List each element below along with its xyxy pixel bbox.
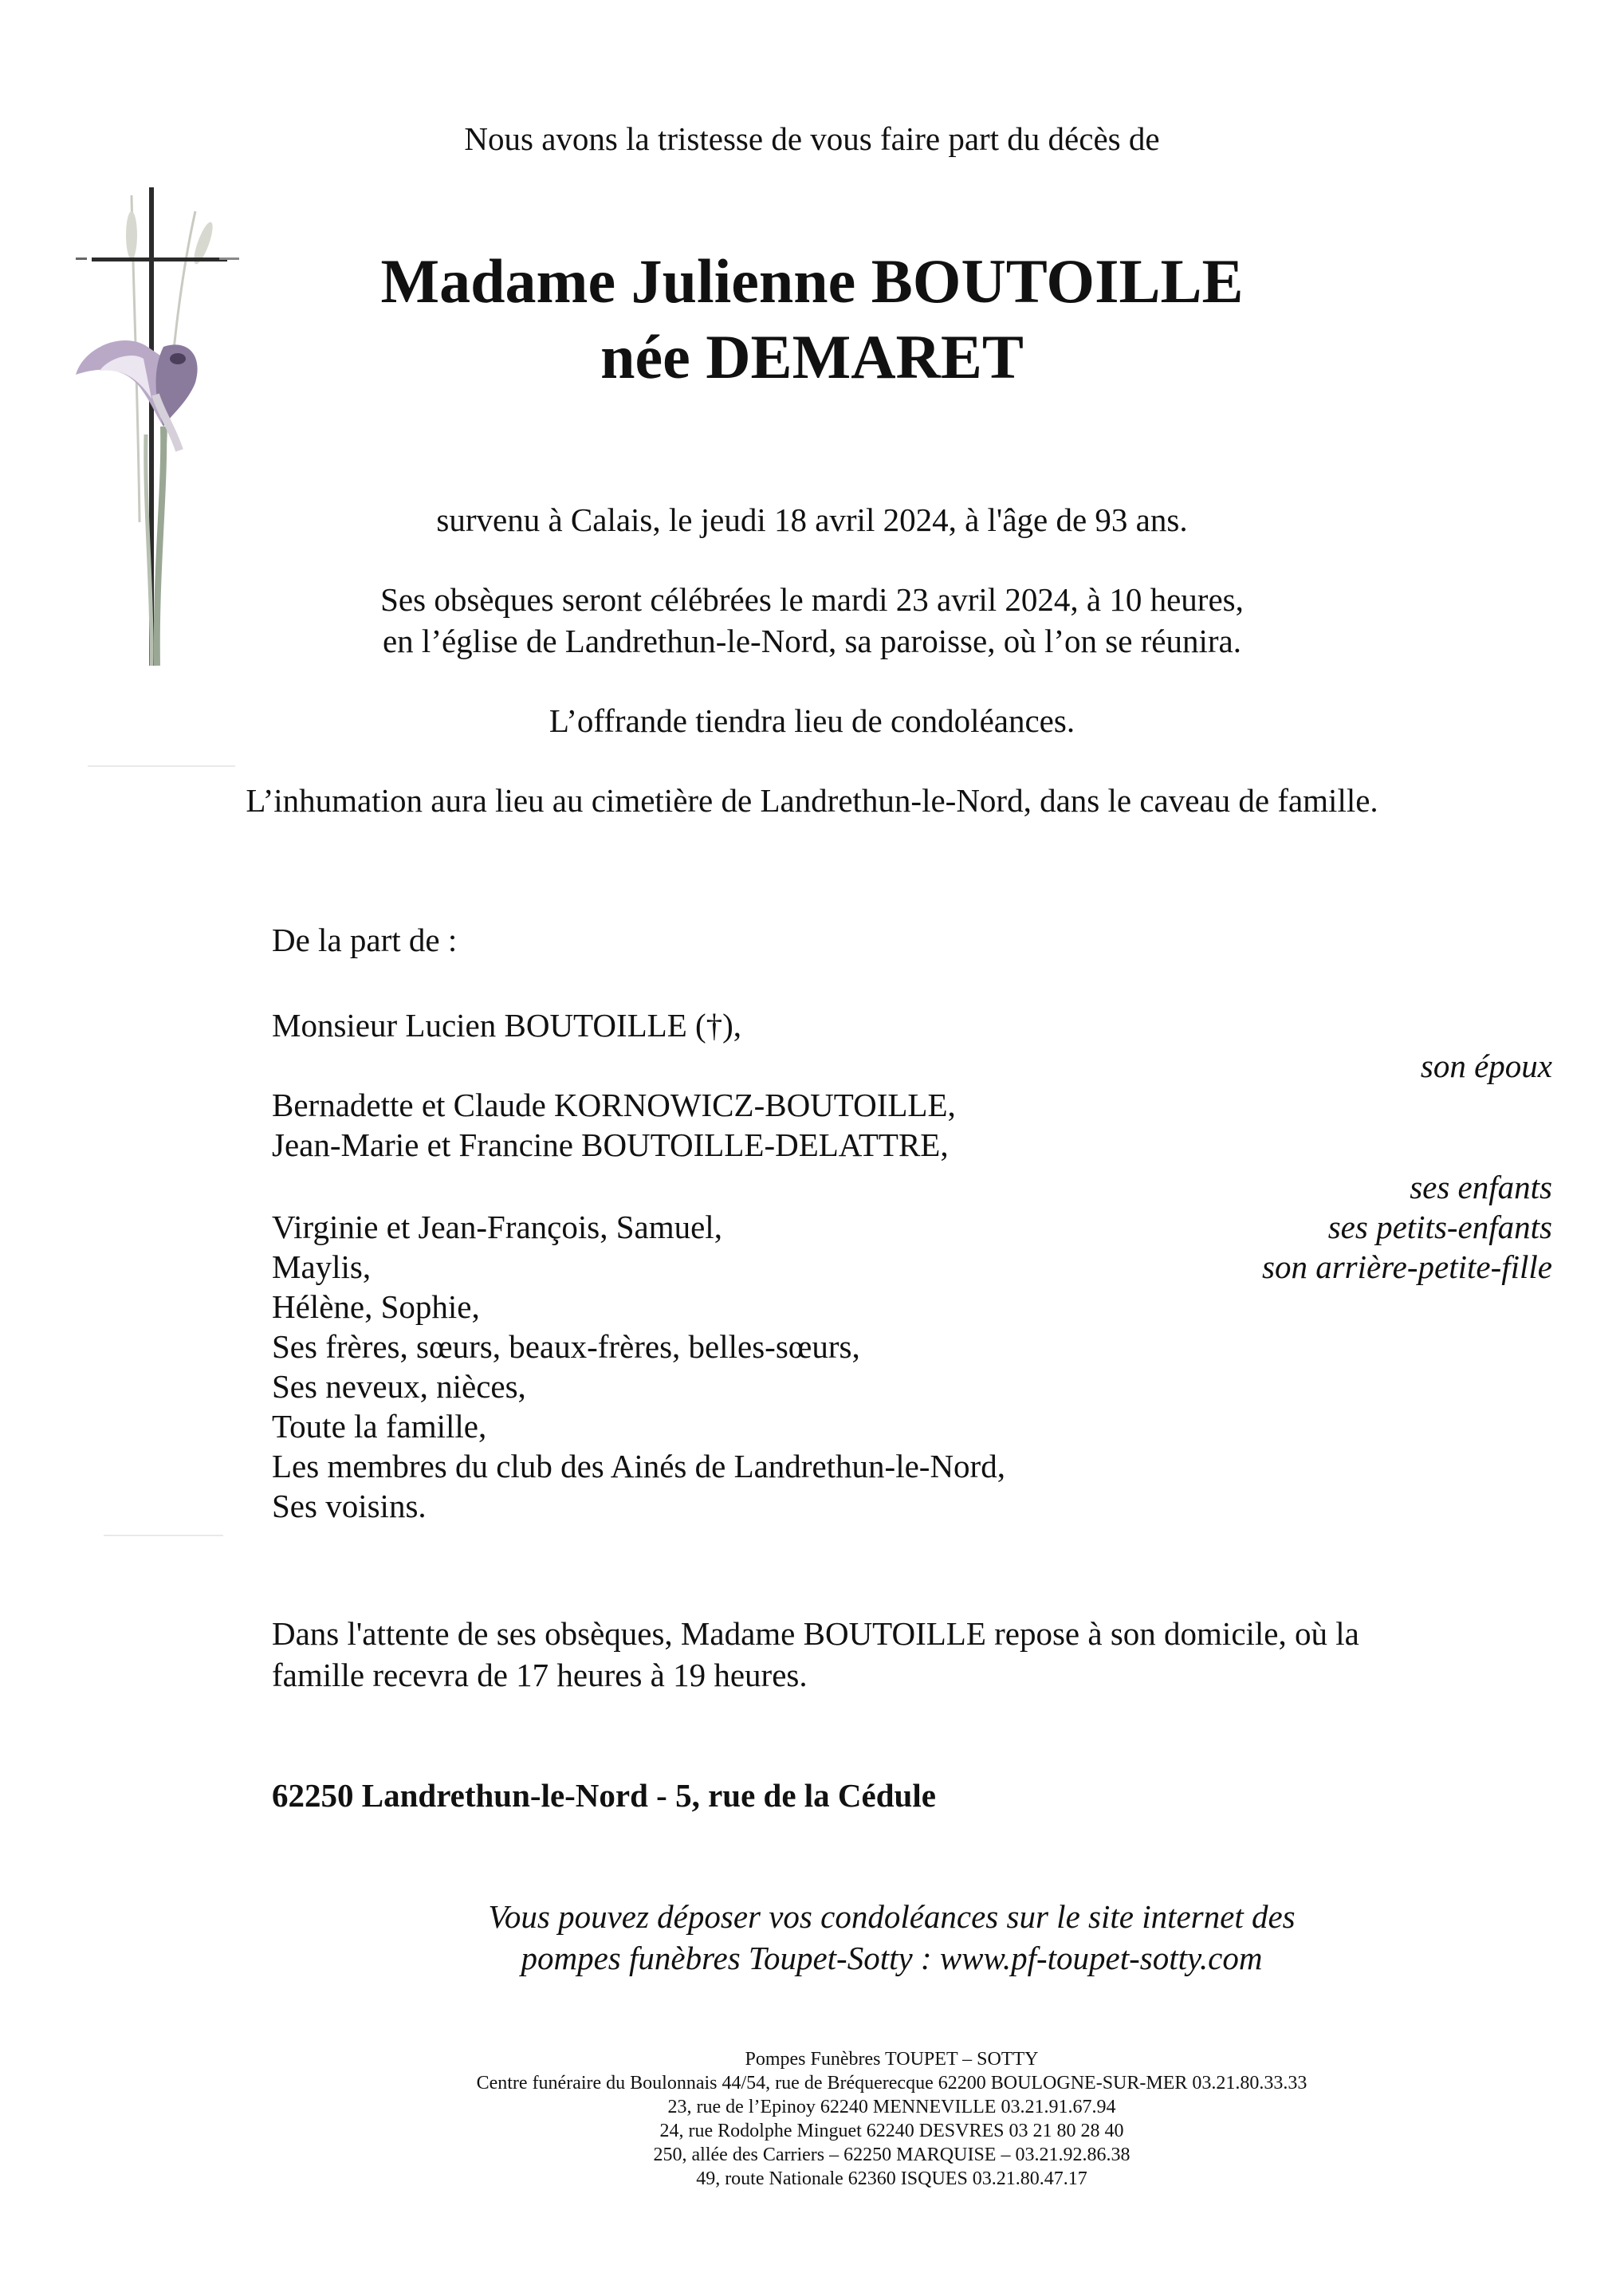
condolences-line1: Vous pouvez déposer vos condoléances sur le site internet des xyxy=(488,1898,1296,1935)
family-intro: De la part de : xyxy=(272,922,458,958)
maiden-name: née DEMARET xyxy=(600,322,1024,391)
funeral-home-info xyxy=(80,2047,1624,2191)
family-name: Monsieur Lucien BOUTOILLE (†), xyxy=(272,1007,742,1044)
decorative-line xyxy=(104,1535,223,1536)
death-details: survenu à Calais, le jeudi 18 avril 2024, à l'âge de 93 ans. xyxy=(436,501,1188,538)
funeral-details-line1: Ses obsèques seront célébrées le mardi 23 avril 2024, à 10 heures, xyxy=(380,581,1244,618)
funeral-home-address: 24, rue Rodolphe Minguet 62240 DESVRES 03 21 80 28 40 xyxy=(659,2121,1124,2141)
family-role: ses enfants xyxy=(1410,1169,1552,1205)
family-name: Bernadette et Claude KORNOWICZ-BOUTOILLE, xyxy=(272,1087,956,1123)
decorative-line xyxy=(88,765,235,767)
intro-text: Nous avons la tristesse de vous faire part du décès de xyxy=(464,120,1160,157)
funeral-home-address: 23, rue de l’Epinoy 62240 MENNEVILLE 03.21.91.67.94 xyxy=(667,2097,1116,2117)
funeral-home-name: Pompes Funèbres TOUPET – SOTTY xyxy=(745,2049,1039,2070)
deceased-name: Madame Julienne BOUTOILLE xyxy=(380,246,1244,316)
family-role: ses petits-enfants xyxy=(1327,1209,1552,1245)
repose-line2: famille recevra de 17 heures à 19 heures. xyxy=(272,1657,808,1693)
funeral-home-address: 49, route Nationale 62360 ISQUES 03.21.80.47.17 xyxy=(696,2168,1087,2189)
family-name: Maylis, xyxy=(272,1248,372,1285)
funeral-details-line2: en l’église de Landrethun-le-Nord, sa paroisse, où l’on se réunira. xyxy=(382,623,1241,659)
funeral-home-address: 250, allée des Carriers – 62250 MARQUISE – 03.21.92.86.38 xyxy=(653,2145,1131,2165)
family-role: son arrière-petite-fille xyxy=(1262,1248,1552,1285)
family-name: Ses neveux, nièces, xyxy=(272,1368,526,1405)
family-name: Les membres du club des Ainés de Landrethun-le-Nord, xyxy=(272,1448,1005,1484)
funeral-home-address: Centre funéraire du Boulonnais 44/54, rue de Bréquerecque 62200 BOULOGNE-SUR-MER 03.21.80.33.33 xyxy=(476,2073,1307,2094)
condolences-line2: pompes funèbres Toupet-Sotty : www.pf-toupet-sotty.com xyxy=(521,1940,1263,1976)
repose-line1: Dans l'attente de ses obsèques, Madame BOUTOILLE repose à son domicile, où la xyxy=(272,1615,1359,1652)
home-address: 62250 Landrethun-le-Nord - 5, rue de la Cédule xyxy=(272,1777,936,1814)
offering-note: L’offrande tiendra lieu de condoléances. xyxy=(549,702,1075,739)
family-name: Toute la famille, xyxy=(272,1408,487,1445)
burial-details: L’inhumation aura lieu au cimetière de Landrethun-le-Nord, dans le caveau de famille. xyxy=(246,782,1378,819)
family-name: Hélène, Sophie, xyxy=(272,1288,480,1325)
family-name: Ses frères, sœurs, beaux-frères, belles-sœurs, xyxy=(272,1328,860,1365)
family-name: Ses voisins. xyxy=(272,1488,427,1524)
family-name: Virginie et Jean-François, Samuel, xyxy=(272,1209,722,1245)
family-name: Jean-Marie et Francine BOUTOILLE-DELATTRE, xyxy=(272,1126,949,1163)
family-role: son époux xyxy=(1420,1048,1552,1084)
